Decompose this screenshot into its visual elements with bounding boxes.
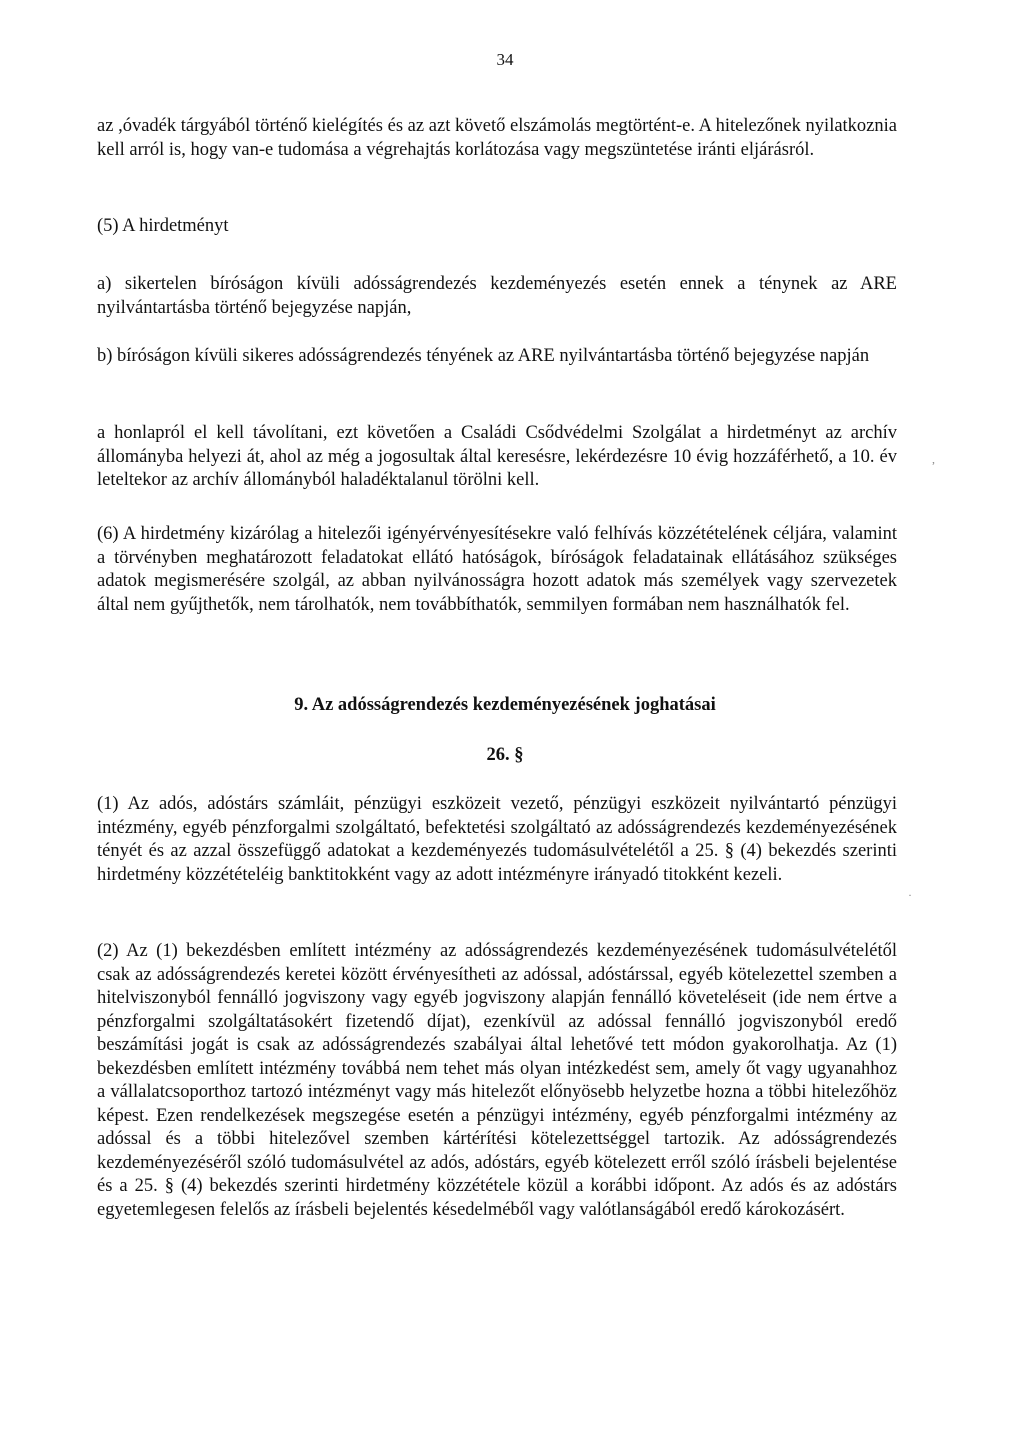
paragraph-5-a bbox=[97, 273, 897, 320]
paragraph-text: (5) A hirdetményt bbox=[97, 216, 229, 236]
page-number: 34 bbox=[496, 50, 514, 69]
article-paragraph-2 bbox=[97, 940, 897, 1222]
paragraph-intro bbox=[97, 115, 897, 162]
paragraph-text: a honlapról el kell távolítani, ezt követően a Családi Csődvédelmi Szolgálat a hirdetményt az archív állományba helyezi át, ahol az még a jogosultak által keresésre, lekérdezésre 10 évig hozzáférhető, a 10. év leteltekor az archív állományból haladéktalanul törölni kell. bbox=[97, 423, 897, 490]
article-number: 26. § bbox=[486, 745, 524, 765]
paragraph-6 bbox=[97, 523, 897, 617]
paragraph-text: az ,óvadék tárgyából történő kielégítés és az azt követő elszámolás megtörtént-e. A hitelezőnek nyilatkoznia kell arról is, hogy van-e tudomása a végrehajtás korlátozása vagy megszüntetése iránti eljárásról. bbox=[97, 116, 897, 160]
paragraph-text: a) sikertelen bíróságon kívüli adósságrendezés kezdeményezés esetén ennek a ténynek az ARE nyilvántartásba történő bejegyzése napján, bbox=[97, 274, 897, 318]
article-paragraph-1 bbox=[97, 793, 897, 887]
paragraph-text: (2) Az (1) bekezdésben említett intézmény az adósságrendezés kezdeményezésének tudomásulvételétől csak az adósságrendezés keretei között érvényesítheti az adóssal, adóstárssal, egyéb kötelezettel szemben a hitelviszonyból fennálló jogviszony vagy egyéb jogviszony alapján fennálló követeléseit (ide nem értve a pénzforgalmi szolgáltatásokért fizetendő díjat), ezenkívül az adóssal fennálló jogviszonyból eredő beszámítási jogát is csak az adósságrendezés szabályai által lehetővé tett módon gyakorolhatja. Az (1) bekezdésben említett intézmény továbbá nem tehet más olyan intézkedést sem, amely őt vagy ugyanahhoz a vállalatcsoporthoz tartozó intézményt vagy más hitelezőt előnyösebb helyzetbe hozna a többi hitelezőhöz képest. Ezen rendelkezések megszegése esetén a pénzügyi intézmény, egyéb pénzforgalmi intézmény az adóssal és a többi hitelezővel szemben kártérítési kötelezettséggel tartozik. Az adósságrendezés kezdeményezéséről szóló tudomásulvétel az adós, adóstárs, egyéb kötelezett erről szóló írásbeli bejelentése és a 25. § (4) bekezdés szerinti hirdetmény közzététele közül a korábbi időpont. Az adós és az adóstárs egyetemlegesen felelős az írásbeli bejelentés késedelméből vagy valótlanságából eredő károkozásért. bbox=[97, 941, 897, 1220]
paragraph-text: (6) A hirdetmény kizárólag a hitelezői igényérvényesítésekre való felhívás közzétételének céljára, valamint a törvényben meghatározott feladatokat ellátó hatóságok, bíróságok feladatainak ellátásához szükséges adatok megismerésére szolgál, az abban nyilvánosságra hozott adatok más személyek vagy szervezetek által nem gyűjthetők, nem tárolhatók, nem továbbíthatók, semmilyen formában nem használhatók fel. bbox=[97, 524, 897, 615]
scan-speck: · bbox=[908, 888, 912, 902]
paragraph-text: b) bíróságon kívüli sikeres adósságrendezés tényének az ARE nyilvántartásba történő bejegyzése napján bbox=[97, 346, 870, 366]
paragraph-5-b bbox=[97, 345, 897, 369]
scan-speck: , bbox=[932, 452, 935, 466]
section-heading: 9. Az adósságrendezés kezdeményezésének joghatásai bbox=[294, 695, 716, 715]
paragraph-5-tail bbox=[97, 422, 897, 493]
paragraph-text: (1) Az adós, adóstárs számláit, pénzügyi eszközeit vezető, pénzügyi eszközeit nyilvántartó pénzügyi intézmény, egyéb pénzforgalmi szolgáltató, befektetési szolgáltató az adósságrendezés kezdeményezésének tényét és az azzal összefüggő adatokat a kezdeményezés tudomásulvételétől a 25. § (4) bekezdés szerinti hirdetmény közzétételéig banktitokként vagy az adott intézményre irányadó titokként kezeli. bbox=[97, 794, 897, 885]
paragraph-5-lead bbox=[97, 215, 897, 239]
